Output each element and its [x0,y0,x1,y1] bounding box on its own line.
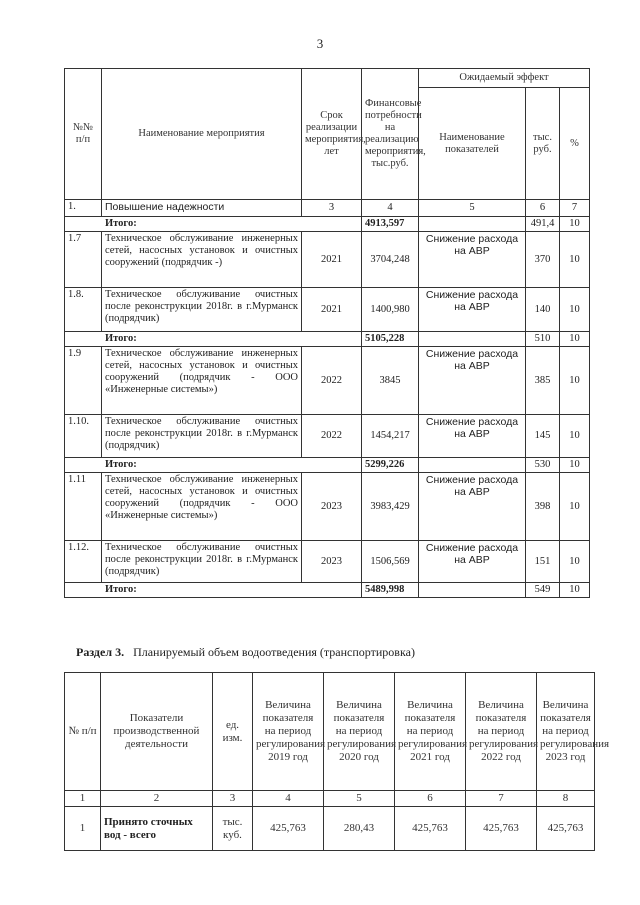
total-rub: 510 [526,332,560,347]
row-rub: 370 [526,232,560,288]
row-term: 2023 [302,541,362,583]
section-label: Раздел 3. [76,645,125,659]
wastewater-volume-table [64,672,610,851]
row-indicator: Снижение расхода на АВР [419,541,526,583]
col-num-8: 8 [537,791,595,807]
col-header-2022: Величина показателя на период регулирования 2022 год [466,673,537,791]
row-name: Техническое обслуживание очистных после реконструкции 2018г. в г.Мурманск (подрядчик) [102,541,302,583]
row-pct: 10 [560,473,590,541]
col-num-3: 3 [302,200,362,217]
row-name: Техническое обслуживание инженерных сетей, насосных установок и очистных сооружений (подрядчик - ООО «Инженерные системы») [102,473,302,541]
column-number-row [65,200,590,217]
row-pct: 10 [560,347,590,415]
row-value-2020: 280,43 [324,807,395,851]
measures-table [64,68,590,598]
row-value-2023: 425,763 [537,807,595,851]
row-value-2022: 425,763 [466,807,537,851]
col-num-3: 3 [213,791,253,807]
total-row [65,583,590,598]
row-name: Техническое обслуживание очистных после реконструкции 2018г. в г.Мурманск (подрядчик) [102,288,302,332]
total-row [65,332,590,347]
col-num-5: 5 [324,791,395,807]
table-row [65,541,590,583]
empty-cell [419,332,526,347]
row-rub: 385 [526,347,560,415]
total-finance: 5105,228 [362,332,419,347]
col-header-finance: Финансовые потребности на реализацию мероприятия, тыс.руб. [362,69,419,200]
empty-cell [419,458,526,473]
col-header-2020: Величина показателя на период регулирования 2020 год [324,673,395,791]
total-rub: 491,4 [526,217,560,232]
row-name: Техническое обслуживание инженерных сетей, насосных установок и очистных сооружений (подрядчик - ООО «Инженерные системы») [102,347,302,415]
col-num-5: 5 [419,200,526,217]
total-pct: 10 [560,217,590,232]
page-number: 3 [316,36,324,51]
row-num: 1.12. [65,541,102,583]
row-indicator: Снижение расхода на АВР [419,288,526,332]
col-header-2019: Величина показателя на период регулирования 2019 год [253,673,324,791]
total-rub: 549 [526,583,560,598]
col-num-7: 7 [466,791,537,807]
col-header-num: № п/п [65,673,101,791]
table-row [65,288,590,332]
row-name: Техническое обслуживание очистных после реконструкции 2018г. в г.Мурманск (подрядчик) [102,415,302,458]
row-term: 2023 [302,473,362,541]
table-row [65,807,595,851]
row-term: 2022 [302,347,362,415]
row-pct: 10 [560,541,590,583]
row-rub: 145 [526,415,560,458]
total-rub: 530 [526,458,560,473]
col-num-1: 1. [65,200,102,217]
row-indicator: Снижение расхода на АВР [419,347,526,415]
row-finance: 1506,569 [362,541,419,583]
total-pct: 10 [560,583,590,598]
empty-cell [419,217,526,232]
section-title-text: Планируемый объем водоотведения (транспортировка) [133,645,415,659]
total-label: Итого: [65,458,362,473]
row-num: 1.7 [65,232,102,288]
col-num-4: 4 [253,791,324,807]
row-value-2021: 425,763 [395,807,466,851]
row-pct: 10 [560,232,590,288]
total-pct: 10 [560,458,590,473]
row-rub: 151 [526,541,560,583]
col-header-unit: ед. изм. [213,673,253,791]
row-name: Техническое обслуживание инженерных сетей, насосных установок и очистных сооружений (подрядчик -) [102,232,302,288]
col-header-indicators: Наименование показателей [419,88,526,200]
col-header-name: Наименование мероприятия [102,69,302,200]
col-header-indicators: Показатели производственной деятельности [101,673,213,791]
total-finance: 4913,597 [362,217,419,232]
row-indicator: Снижение расхода на АВР [419,232,526,288]
row-name: Принято сточных вод - всего [101,807,213,851]
table-row [65,415,590,458]
table-row [65,232,590,288]
empty-cell [419,583,526,598]
total-pct: 10 [560,332,590,347]
col-header-num: №№ п/п [65,69,102,200]
row-finance: 3983,429 [362,473,419,541]
row-num: 1.10. [65,415,102,458]
row-finance: 1400,980 [362,288,419,332]
row-pct: 10 [560,288,590,332]
row-value-2019: 425,763 [253,807,324,851]
row-pct: 10 [560,415,590,458]
table-row [65,473,590,541]
total-row [65,217,590,232]
row-indicator: Снижение расхода на АВР [419,415,526,458]
row-num: 1.8. [65,288,102,332]
row-term: 2022 [302,415,362,458]
row-finance: 3845 [362,347,419,415]
row-finance: 3704,248 [362,232,419,288]
row-term: 2021 [302,288,362,332]
row-indicator: Снижение расхода на АВР [419,473,526,541]
col-num-1: 1 [65,791,101,807]
col-num-2: Повышение надежности [102,200,302,217]
row-num: 1 [65,807,101,851]
total-finance: 5299,226 [362,458,419,473]
total-finance: 5489,998 [362,583,419,598]
col-num-6: 6 [526,200,560,217]
table-row [65,347,590,415]
col-header-pct: % [560,88,590,200]
col-header-term: Срок реализации мероприятия, лет [302,69,362,200]
col-header-2023: Величина показателя на период регулирования 2023 год [537,673,595,791]
col-header-rub: тыс. руб. [526,88,560,200]
col-num-2: 2 [101,791,213,807]
total-label: Итого: [65,583,362,598]
total-label: Итого: [65,217,362,232]
row-num: 1.11 [65,473,102,541]
row-unit: тыс. куб. [213,807,253,851]
row-term: 2021 [302,232,362,288]
row-rub: 398 [526,473,560,541]
row-finance: 1454,217 [362,415,419,458]
total-row [65,458,590,473]
col-num-7: 7 [560,200,590,217]
col-header-expected: Ожидаемый эффект [419,69,590,88]
total-label: Итого: [65,332,362,347]
col-num-4: 4 [362,200,419,217]
column-number-row [65,791,595,807]
col-header-2021: Величина показателя на период регулирования 2021 год [395,673,466,791]
row-rub: 140 [526,288,560,332]
row-num: 1.9 [65,347,102,415]
col-num-6: 6 [395,791,466,807]
section-heading [76,645,415,660]
